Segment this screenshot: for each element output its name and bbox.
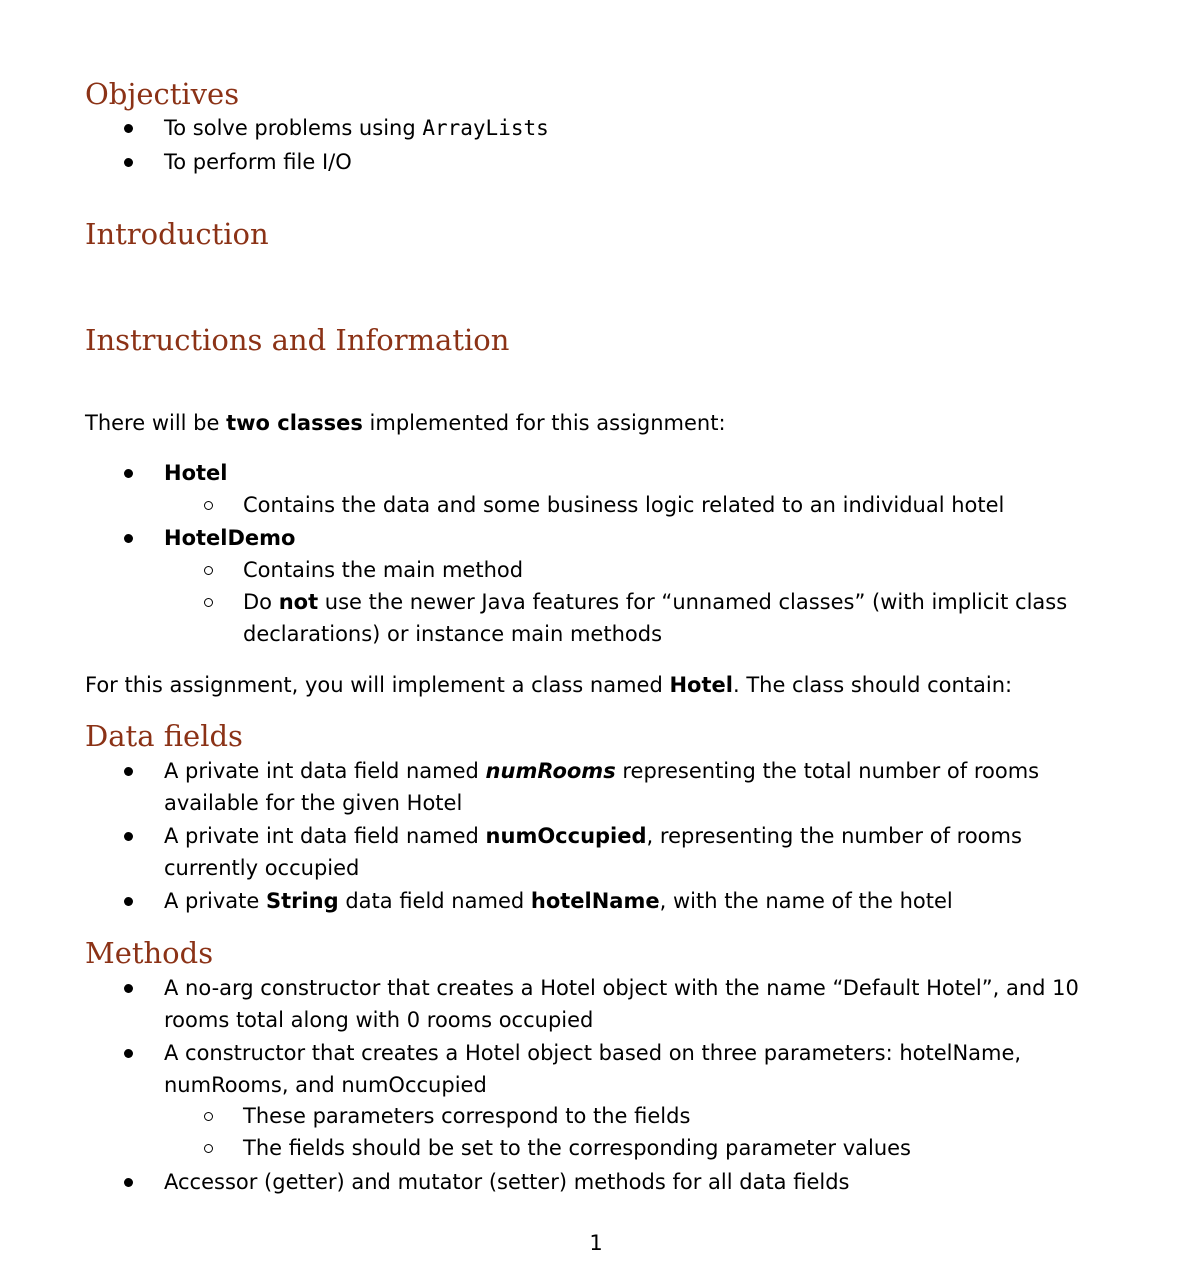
classes-list <box>85 457 1115 521</box>
demo-sub-list <box>85 554 1115 650</box>
instructions-heading: Instructions and Information <box>85 323 510 357</box>
list-item: Hotel <box>85 457 1115 489</box>
data-fields-heading: Data fields <box>85 719 243 753</box>
list-item: Contains the data and some business logic related to an individual hotel <box>85 489 1115 521</box>
introduction-heading: Introduction <box>85 217 269 251</box>
methods-list <box>85 972 1115 1101</box>
demo-list <box>85 522 1115 554</box>
list-item: To perform file I/O <box>85 146 1115 178</box>
data-fields-list <box>85 755 1115 917</box>
methods-list-continued <box>85 1166 1115 1198</box>
page-number: 1 <box>589 1231 603 1255</box>
list-item: A no-arg constructor that creates a Hotel object with the name “Default Hotel”, and 10 rooms total along with 0 rooms occupied <box>85 972 1115 1036</box>
list-item: Contains the main method <box>85 554 1115 586</box>
classes-intro-paragraph: There will be two classes implemented for this assignment: <box>85 411 726 435</box>
objectives-list <box>85 112 1115 178</box>
list-item: To solve problems using ArrayLists <box>85 112 1115 144</box>
list-item: HotelDemo <box>85 522 1115 554</box>
list-item: Do not use the newer Java features for “unnamed classes” (with implicit class declarations) or instance main methods <box>85 586 1115 650</box>
list-item-container <box>85 489 1115 521</box>
list-item: A private String data field named hotelName, with the name of the hotel <box>85 885 1115 917</box>
methods-sub-list <box>85 1100 1115 1164</box>
list-item: A private int data field named numOccupied, representing the number of rooms currently occupied <box>85 820 1115 884</box>
assignment-paragraph: For this assignment, you will implement a class named Hotel. The class should contain: <box>85 673 1013 697</box>
list-item: Accessor (getter) and mutator (setter) methods for all data fields <box>85 1166 1115 1198</box>
objectives-heading: Objectives <box>85 77 240 111</box>
list-item: A constructor that creates a Hotel object based on three parameters: hotelName, numRooms, and numOccupied <box>85 1037 1115 1101</box>
list-item: These parameters correspond to the fields <box>85 1100 1115 1132</box>
methods-heading: Methods <box>85 936 214 970</box>
list-item: The fields should be set to the corresponding parameter values <box>85 1132 1115 1164</box>
list-item: A private int data field named numRooms representing the total number of rooms available for the given Hotel <box>85 755 1115 819</box>
